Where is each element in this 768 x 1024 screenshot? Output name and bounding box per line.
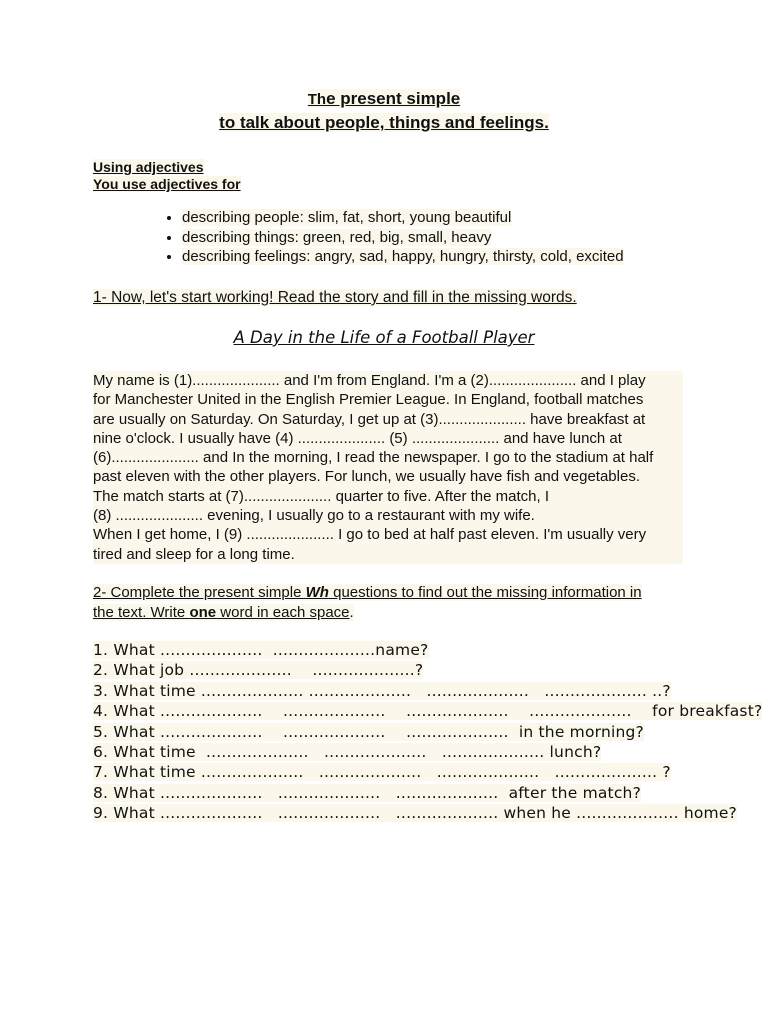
story-line: for Manchester United in the English Premier League. In England, football matches bbox=[93, 390, 683, 409]
exercise1-text: 1- Now, let's start working! Read the story and fill in the missing words. bbox=[93, 289, 577, 306]
section-heading-you-use bbox=[93, 176, 241, 192]
story-line: tired and sleep for a long time. bbox=[93, 545, 683, 564]
list-item bbox=[182, 208, 624, 228]
question-item bbox=[93, 762, 762, 782]
question-item bbox=[93, 660, 762, 680]
story-line: nine o'clock. I usually have (4) ..................... (5) ..................... and have lunch at bbox=[93, 429, 683, 448]
exercise2-instruction bbox=[93, 583, 683, 622]
question-text: 7. What time .................... .................... .................... .................... ? bbox=[93, 763, 671, 782]
question-item bbox=[93, 722, 762, 742]
question-item bbox=[93, 681, 762, 701]
section-heading-using-adjectives bbox=[93, 159, 204, 175]
exercise2-one: one bbox=[189, 603, 217, 621]
question-text: 8. What .................... .................... .................... after the match? bbox=[93, 783, 642, 802]
list-item-text: describing people: slim, fat, short, young beautiful bbox=[182, 209, 512, 226]
story-line: My name is (1)..................... and I'm from England. I'm a (2)..................... and I play bbox=[93, 371, 683, 390]
exercise1-instruction bbox=[93, 289, 577, 307]
question-text: 3. What time .................... .................... .................... .................... ..? bbox=[93, 681, 671, 700]
title-prefix: Th bbox=[307, 91, 327, 108]
question-list bbox=[93, 640, 762, 824]
story-line: past eleven with the other players. For lunch, we usually have fish and vegetables. bbox=[93, 467, 683, 486]
worksheet-title-line2 bbox=[0, 113, 768, 133]
question-item bbox=[93, 701, 762, 721]
title-subtitle: to talk about people, things and feelings. bbox=[219, 113, 549, 132]
question-text: 5. What .................... .................... .................... in the morning? bbox=[93, 722, 644, 741]
list-item-text: describing feelings: angry, sad, happy, hungry, thirsty, cold, excited bbox=[182, 248, 624, 266]
section-heading-text: Using adjectives bbox=[93, 159, 204, 175]
question-text: 2. What job .................... ....................? bbox=[93, 661, 424, 680]
title-main: e present simple bbox=[326, 89, 461, 108]
story-line: (6)..................... and In the morning, I read the newspaper. I go to the stadium at half bbox=[93, 448, 683, 467]
question-text: 6. What time .................... .................... .................... lunch? bbox=[93, 743, 602, 762]
adjective-uses-list bbox=[160, 208, 624, 267]
exercise2-wh: Wh bbox=[305, 584, 329, 601]
question-item bbox=[93, 803, 762, 823]
question-item bbox=[93, 783, 762, 803]
exercise2-text: 2- Complete the present simple bbox=[93, 584, 306, 601]
question-item bbox=[93, 640, 762, 660]
list-item bbox=[182, 228, 624, 248]
exercise2-text: questions to find out the missing information in bbox=[328, 584, 642, 601]
story-line: The match starts at (7)..................... quarter to five. After the match, I bbox=[93, 487, 683, 506]
story-line: are usually on Saturday. On Saturday, I get up at (3)..................... have breakfast at bbox=[93, 410, 683, 429]
list-item bbox=[182, 247, 624, 267]
question-item bbox=[93, 742, 762, 762]
story-line: When I get home, I (9) ..................... I go to bed at half past eleven. I'm usually very bbox=[93, 525, 683, 544]
story-line: (8) ..................... evening, I usually go to a restaurant with my wife. bbox=[93, 506, 683, 525]
story-title-text: A Day in the Life of a Football Player bbox=[233, 328, 535, 347]
exercise2-text: the text. Write bbox=[93, 603, 190, 621]
list-item-text: describing things: green, red, big, small, heavy bbox=[182, 228, 492, 246]
question-text: 9. What .................... .................... .................... when he .................... home? bbox=[93, 804, 737, 823]
question-text: 4. What .................... .................... .................... .................... for breakfast? bbox=[93, 702, 763, 721]
section-heading-text: You use adjectives for bbox=[93, 176, 241, 192]
story-title bbox=[0, 328, 768, 347]
worksheet-title-line1 bbox=[0, 89, 768, 109]
exercise2-period: . bbox=[349, 603, 354, 621]
exercise2-text: word in each space bbox=[216, 603, 350, 621]
story-paragraph bbox=[93, 371, 683, 564]
question-text: 1. What .................... ....................name? bbox=[93, 641, 429, 659]
